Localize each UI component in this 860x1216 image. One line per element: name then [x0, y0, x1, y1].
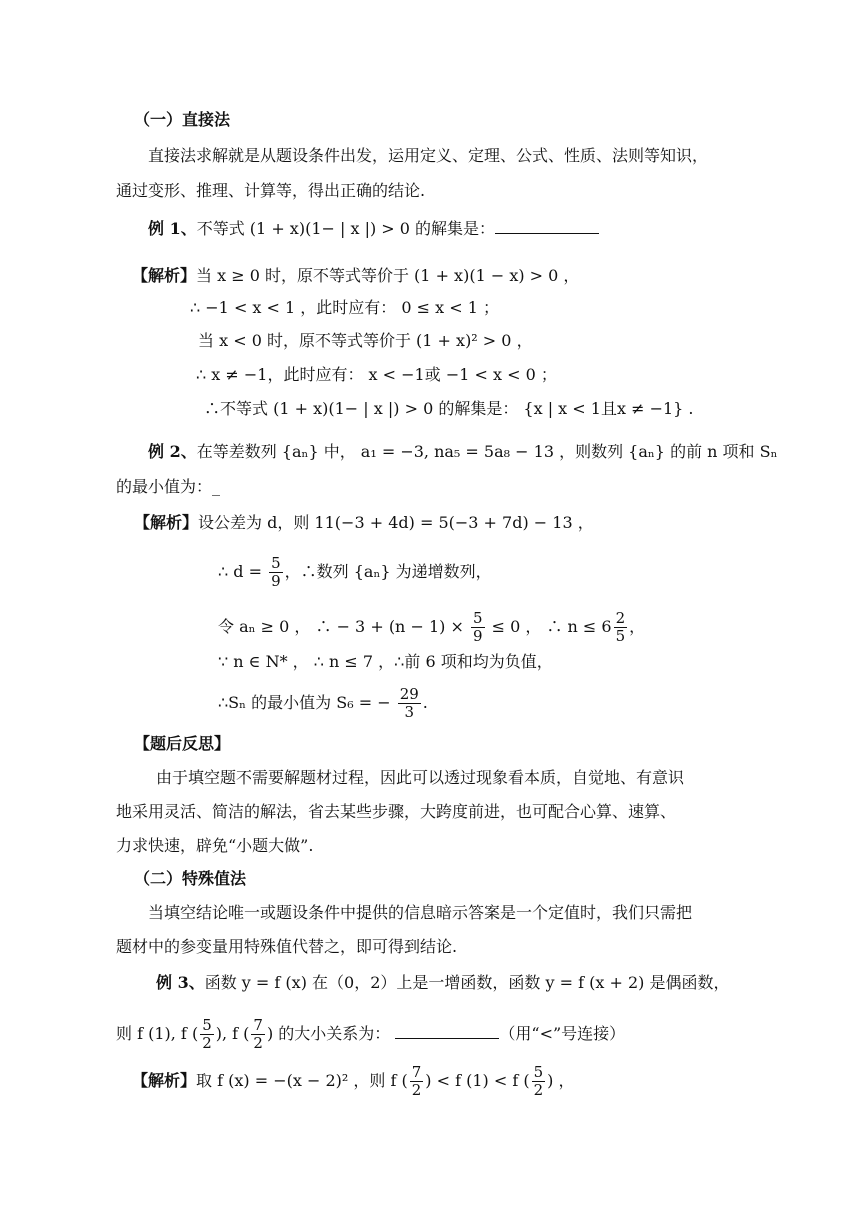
- section2-title: （二）特殊值法: [134, 869, 247, 888]
- section1-paragraph-line2: 通过变形、推理、计算等，得出正确的结论.: [116, 181, 426, 200]
- solution1-line2: ∴ −1 < x < 1 ，此时应有： 0 ≤ x < 1 ；: [190, 298, 500, 317]
- example2-line1: [148, 442, 778, 462]
- solution1-line1: [132, 266, 579, 286]
- section1-title: （一）直接法: [134, 110, 231, 129]
- fraction: $\frac{5}{2}$: [202, 1016, 212, 1052]
- solution2-line5: ∴Sₙ 的最小值为 S₆ = − $\frac{29}{3}$ .: [218, 685, 428, 721]
- example3-line1: [156, 973, 729, 993]
- solution-tag: 【解析】: [132, 1071, 197, 1090]
- reflection-title: 【题后反思】: [134, 734, 231, 753]
- example1-label: 例 1、: [148, 219, 197, 238]
- example3-label: 例 3、: [156, 973, 205, 992]
- solution2-line3: 令 aₙ ≥ 0 ， ∴ − 3 + (n − 1) × $\frac{5}{9}$ ≤ 0 ， ∴ n ≤ 6 $\frac{2}{5}$ ，: [218, 609, 646, 645]
- solution-tag: 【解析】: [132, 266, 197, 285]
- example2-text: 在等差数列 {aₙ} 中， a₁ = −3, na₅ = 5a₈ − 13 ，则数列 {aₙ} 的前 n 项和 Sₙ: [196, 442, 778, 461]
- fraction: $\frac{5}{9}$: [472, 609, 483, 645]
- fraction: $\frac{7}{2}$: [253, 1016, 263, 1052]
- solution2-text: 设公差为 d，则 11(−3 + 4d) = 5(−3 + 7d) − 13 ，: [198, 513, 594, 532]
- section2-line1: 当填空结论唯一或题设条件中提供的信息暗示答案是一个定值时，我们只需把: [148, 903, 693, 922]
- solution1-line3: 当 x < 0 时，原不等式等价于 (1 + x)² > 0 ，: [198, 331, 533, 350]
- fraction: $\frac{5}{2}$: [533, 1063, 544, 1099]
- example2-label: 例 2、: [148, 442, 197, 461]
- solution-tag: 【解析】: [134, 513, 199, 532]
- fraction: $\frac{29}{3}$: [399, 685, 419, 721]
- section1-paragraph-line1: 直接法求解就是从题设条件出发，运用定义、定理、公式、性质、法则等知识，: [148, 146, 709, 165]
- example1: [148, 219, 599, 239]
- solution3-line1: 【解析】取 f (x) = −(x − 2)² ，则 f ( $\frac{7}{2}$ ) < f (1) < f ( $\frac{5}{2}$ ) ，: [132, 1063, 575, 1099]
- example3-line2: 则 f (1), f ( $\frac{5}{2}$ ), f ( $\frac{7}{2}$ ) 的大小关系为： （用“<”号连接）: [116, 1016, 626, 1052]
- solution1-text: 当 x ≥ 0 时，原不等式等价于 (1 + x)(1 − x) > 0 ，: [196, 266, 580, 285]
- solution1-line5: ∴不等式 (1 + x)(1− | x |) > 0 的解集是： {x | x < 1且x ≠ −1} .: [204, 399, 694, 418]
- example1-text: 不等式 (1 + x)(1− | x |) > 0 的解集是：: [196, 219, 496, 238]
- section2-line2: 题材中的参变量用特殊值代替之，即可得到结论.: [116, 937, 458, 956]
- answer-blank: [395, 1024, 499, 1039]
- reflection-line3: 力求快速，辟免“小题大做”.: [116, 836, 314, 855]
- fraction: $\frac{5}{9}$: [271, 554, 281, 590]
- fraction: $\frac{7}{2}$: [411, 1063, 422, 1099]
- solution2-line1: [134, 513, 594, 533]
- solution2-line2: ∴ d = $\frac{5}{9}$ ，∴数列 {aₙ} 为递增数列，: [218, 554, 492, 590]
- example3-text: 函数 y = f (x) 在（0，2）上是一增函数，函数 y = f (x + 2) 是偶函数，: [204, 973, 730, 992]
- solution2-line4: ∵ n ∈ N* ， ∴ n ≤ 7 ，∴前 6 项和均为负值，: [218, 652, 553, 671]
- reflection-line2: 地采用灵活、简洁的解法，省去某些步骤，大跨度前进，也可配合心算、速算、: [116, 802, 677, 821]
- fraction: $\frac{2}{5}$: [615, 609, 626, 645]
- reflection-line1: 由于填空题不需要解题材过程，因此可以透过现象看本质，自觉地、有意识: [156, 768, 685, 787]
- answer-blank: [495, 219, 599, 234]
- solution1-line4: ∴ x ≠ −1，此时应有： x < −1或 −1 < x < 0 ；: [196, 365, 557, 384]
- example2-line2: 的最小值为：_: [116, 477, 221, 496]
